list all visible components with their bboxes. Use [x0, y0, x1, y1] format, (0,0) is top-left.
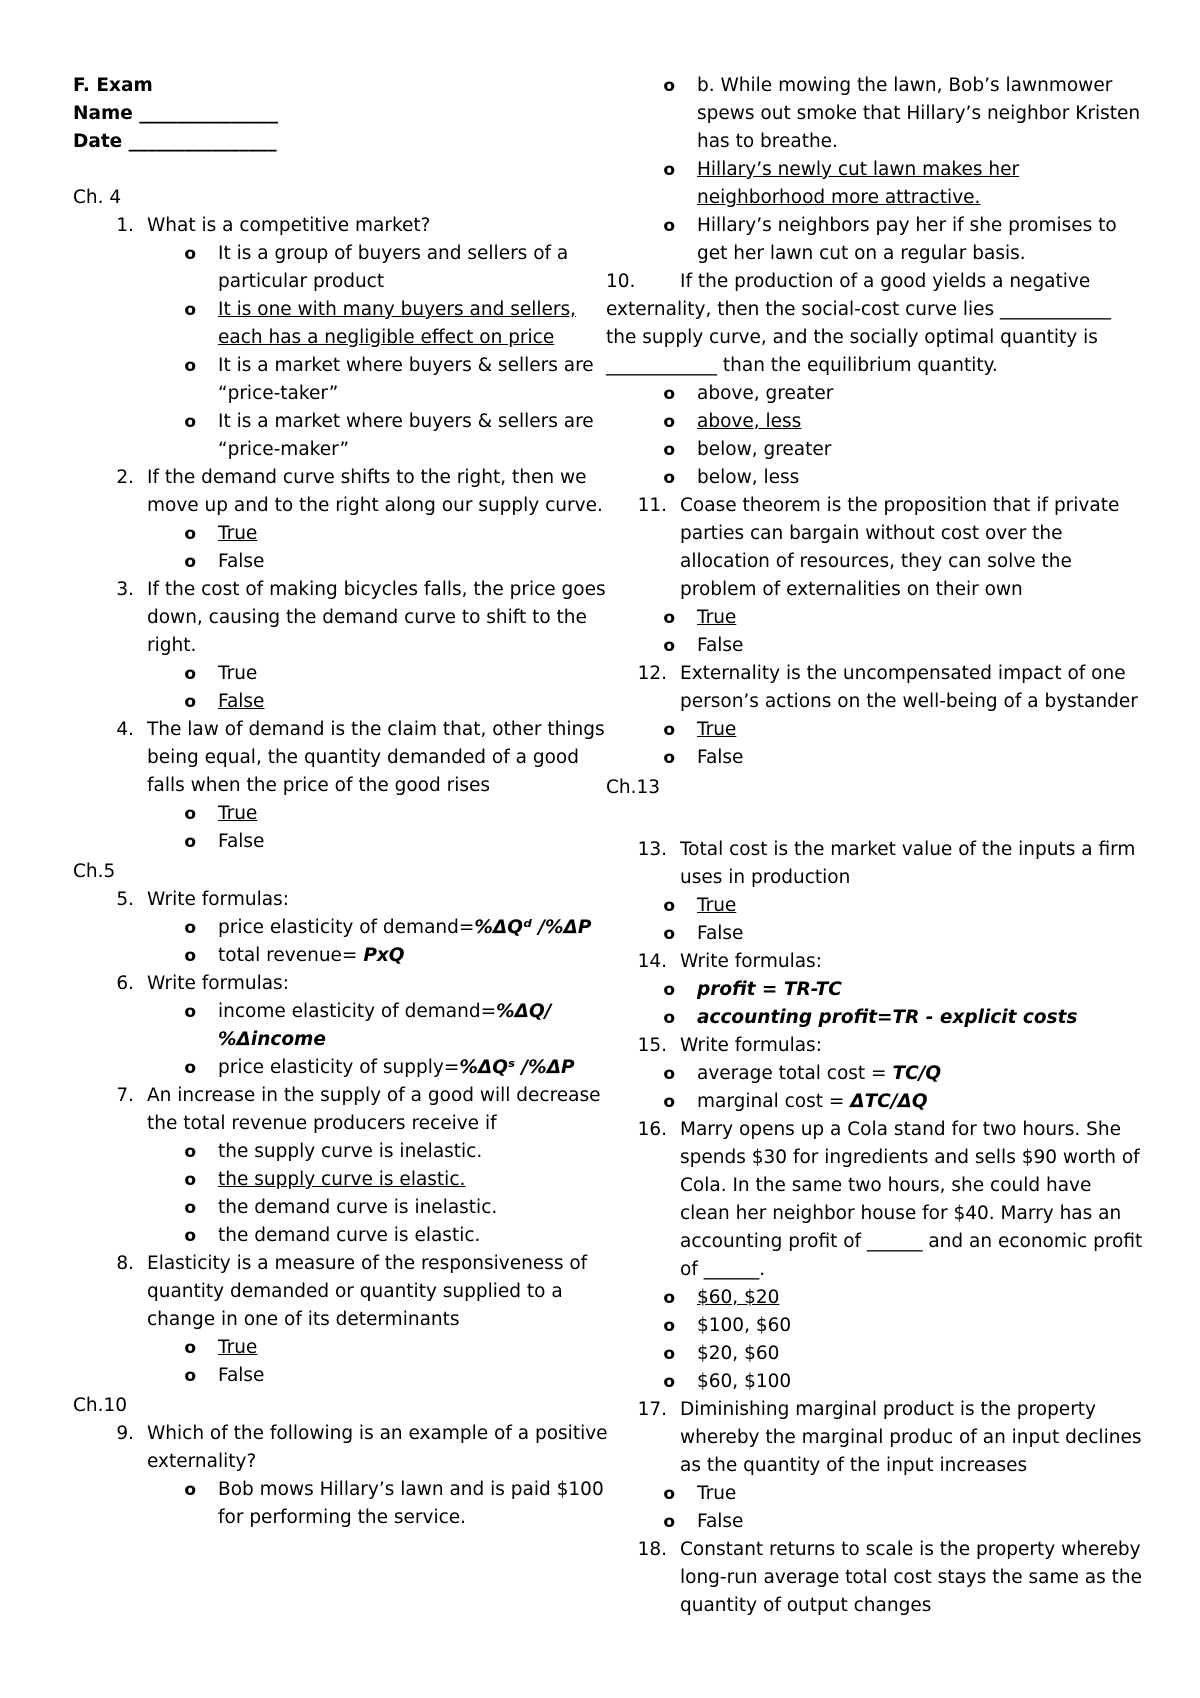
question-number: 11.	[637, 495, 667, 516]
bullet-icon: o	[663, 924, 675, 944]
question-6	[73, 970, 613, 998]
question-15	[606, 1032, 1146, 1060]
question-text: Which of the following is an example of a positive externality?	[147, 1423, 608, 1472]
answer-option-selected: o It is one with many buyers and sellers, each has a negligible effect on price	[73, 296, 613, 352]
question-text: What is a competitive market?	[147, 215, 431, 236]
question-number: 15.	[637, 1035, 667, 1056]
answer-option: o below, greater	[606, 436, 1146, 464]
bullet-icon: o	[184, 300, 196, 320]
question-number: 7.	[116, 1085, 134, 1106]
question-text: If the cost of making bicycles falls, the price goes down, causing the demand curve to shift to the right.	[147, 579, 606, 656]
question-text: Diminishing marginal product is the property whereby the marginal produc of an input declines as the quantity of the input increases	[680, 1399, 1142, 1476]
question-number: 3.	[116, 579, 134, 600]
bullet-icon: o	[663, 76, 675, 96]
question-8	[73, 1250, 613, 1334]
bullet-icon: o	[663, 608, 675, 628]
answer-option: o the demand curve is elastic.	[73, 1222, 613, 1250]
bullet-icon: o	[184, 1002, 196, 1022]
left-column	[73, 72, 613, 1532]
bullet-icon: o	[184, 1338, 196, 1358]
question-text: Constant returns to scale is the property whereby long-run average total cost stays the same as the quantity of output changes	[680, 1539, 1143, 1616]
answer-option: o It is a market where buyers & sellers are “price-maker”	[73, 408, 613, 464]
bullet-icon: o	[663, 896, 675, 916]
answer-option-selected: o False	[73, 688, 613, 716]
question-text: Write formulas:	[680, 1035, 822, 1056]
bullet-icon: o	[184, 918, 196, 938]
question-number: 1.	[116, 215, 134, 236]
bullet-icon: o	[184, 356, 196, 376]
question-text: If the demand curve shifts to the right, then we move up and to the right along our supply curve.	[147, 467, 603, 516]
formula-answer: o price elasticity of supply=%ΔQˢ /%ΔP	[73, 1054, 613, 1082]
bullet-icon: o	[184, 1480, 196, 1500]
question-1	[73, 212, 613, 240]
name-field: Name _______________	[73, 103, 278, 124]
bullet-icon: o	[184, 1226, 196, 1246]
question-number: 8.	[116, 1253, 134, 1274]
right-column	[606, 72, 1146, 1620]
bullet-icon: o	[184, 552, 196, 572]
answer-option-selected: o True	[606, 716, 1146, 744]
answer-option: o $20, $60	[606, 1340, 1146, 1368]
answer-option-selected: o $60, $20	[606, 1284, 1146, 1312]
formula-answer: o profit = TR-TC	[606, 976, 1146, 1004]
formula-answer: o price elasticity of demand=%ΔQᵈ /%ΔP	[73, 914, 613, 942]
question-14	[606, 948, 1146, 976]
answer-option: o the supply curve is inelastic.	[73, 1138, 613, 1166]
question-2	[73, 464, 613, 520]
question-number: 16.	[637, 1119, 667, 1140]
formula: TC/Q	[892, 1063, 942, 1084]
answer-option-selected: o Hillary’s newly cut lawn makes her neighborhood more attractive.	[606, 156, 1146, 212]
bullet-icon: o	[663, 440, 675, 460]
answer-option: o True	[73, 660, 613, 688]
bullet-icon: o	[184, 692, 196, 712]
question-number: 14.	[637, 951, 667, 972]
question-text: Write formulas:	[147, 973, 289, 994]
bullet-icon: o	[184, 1198, 196, 1218]
bullet-icon: o	[663, 384, 675, 404]
question-text: Write formulas:	[147, 889, 289, 910]
question-number: 6.	[116, 973, 134, 994]
question-number: 10.	[606, 271, 636, 292]
answer-option-selected: o True	[73, 520, 613, 548]
formula-answer: o marginal cost = ΔTC/ΔQ	[606, 1088, 1146, 1116]
bullet-icon: o	[184, 412, 196, 432]
question-text: Externality is the uncompensated impact of one person’s actions on the well-being of a bystander	[680, 663, 1138, 712]
formula-answer: o accounting profit=TR - explicit costs	[606, 1004, 1146, 1032]
answer-option: o False	[606, 920, 1146, 948]
answer-option-selected: o the supply curve is elastic.	[73, 1166, 613, 1194]
answer-option: o False	[606, 744, 1146, 772]
answer-option-selected: o True	[73, 800, 613, 828]
answer-option-selected: o True	[73, 1334, 613, 1362]
question-number: 12.	[637, 663, 667, 684]
answer-option: o False	[606, 632, 1146, 660]
answer-option: o False	[606, 1508, 1146, 1536]
question-3	[73, 576, 613, 660]
chapter-heading: Ch.5	[73, 861, 116, 882]
answer-option: o False	[73, 828, 613, 856]
answer-option: o b. While mowing the lawn, Bob’s lawnmower spews out smoke that Hillary’s neighbor Kristen has to breathe.	[606, 72, 1146, 156]
bullet-icon: o	[663, 1008, 675, 1028]
bullet-icon: o	[663, 1064, 675, 1084]
question-text: Total cost is the market value of the inputs a firm uses in production	[680, 839, 1136, 888]
chapter-heading: Ch. 4	[73, 187, 122, 208]
answer-option: o False	[73, 1362, 613, 1390]
question-number: 5.	[116, 889, 134, 910]
formula-answer: o average total cost = TC/Q	[606, 1060, 1146, 1088]
answer-option: o above, greater	[606, 380, 1146, 408]
question-text: Coase theorem is the proposition that if private parties can bargain without cost over the allocation of resources, they can solve the problem of externalities on their own	[680, 495, 1120, 600]
answer-option: o False	[73, 548, 613, 576]
question-number: 9.	[116, 1423, 134, 1444]
answer-option: o It is a market where buyers & sellers are “price-taker”	[73, 352, 613, 408]
formula: %ΔQ/ %Δincome	[218, 1001, 552, 1050]
bullet-icon: o	[184, 1170, 196, 1190]
bullet-icon: o	[663, 1288, 675, 1308]
answer-option-selected: o True	[606, 892, 1146, 920]
question-text: Marry opens up a Cola stand for two hours. She spends $30 for ingredients and sells $90 worth of Cola. In the same two hours, she could have clean her neighbor house for $40. Marry has an accounting profit of ______ and an economic profit of ______.	[680, 1119, 1143, 1280]
formula: PxQ	[363, 945, 405, 966]
bullet-icon: o	[663, 720, 675, 740]
answer-option: o $100, $60	[606, 1312, 1146, 1340]
bullet-icon: o	[663, 636, 675, 656]
answer-option: o Bob mows Hillary’s lawn and is paid $100 for performing the service.	[73, 1476, 613, 1532]
question-5	[73, 886, 613, 914]
bullet-icon: o	[663, 980, 675, 1000]
answer-option-selected: o True	[606, 604, 1146, 632]
question-text: If the production of a good yields a negative	[680, 271, 1091, 292]
answer-option: o the demand curve is inelastic.	[73, 1194, 613, 1222]
question-number: 2.	[116, 467, 134, 488]
question-13	[606, 836, 1146, 892]
formula-answer: o income elasticity of demand=%ΔQ/ %Δincome	[73, 998, 613, 1054]
bullet-icon: o	[663, 1372, 675, 1392]
answer-option: o below, less	[606, 464, 1146, 492]
formula: ΔTC/ΔQ	[850, 1091, 928, 1112]
question-12	[606, 660, 1146, 716]
bullet-icon: o	[184, 1058, 196, 1078]
formula: %ΔQᵈ /%ΔP	[474, 917, 592, 938]
bullet-icon: o	[663, 1092, 675, 1112]
question-7	[73, 1082, 613, 1138]
question-text: the supply curve, and the socially optimal quantity is	[606, 327, 1098, 348]
question-text: An increase in the supply of a good will decrease the total revenue producers receive if	[147, 1085, 601, 1134]
question-text: The law of demand is the claim that, other things being equal, the quantity demanded of a good falls when the price of the good rises	[147, 719, 605, 796]
chapter-heading: Ch.13	[606, 777, 661, 798]
question-text: externality, then the social-cost curve lies ____________	[606, 299, 1112, 320]
question-text: Elasticity is a measure of the responsiveness of quantity demanded or quantity supplied to a change in one of its determinants	[147, 1253, 588, 1330]
formula: %ΔQˢ /%ΔP	[459, 1057, 575, 1078]
chapter-heading: Ch.10	[73, 1395, 128, 1416]
bullet-icon: o	[663, 412, 675, 432]
question-16	[606, 1116, 1146, 1284]
bullet-icon: o	[184, 1366, 196, 1386]
bullet-icon: o	[184, 244, 196, 264]
bullet-icon: o	[184, 946, 196, 966]
question-17	[606, 1396, 1146, 1480]
bullet-icon: o	[663, 748, 675, 768]
answer-option: o True	[606, 1480, 1146, 1508]
bullet-icon: o	[184, 664, 196, 684]
bullet-icon: o	[184, 1142, 196, 1162]
question-text: Write formulas:	[680, 951, 822, 972]
bullet-icon: o	[184, 804, 196, 824]
answer-option: o $60, $100	[606, 1368, 1146, 1396]
exam-title: F. Exam	[73, 75, 153, 96]
question-11	[606, 492, 1146, 604]
question-9	[73, 1420, 613, 1476]
bullet-icon: o	[663, 1316, 675, 1336]
bullet-icon: o	[663, 1484, 675, 1504]
answer-option: o Hillary’s neighbors pay her if she promises to get her lawn cut on a regular basis.	[606, 212, 1146, 268]
bullet-icon: o	[663, 1344, 675, 1364]
question-number: 4.	[116, 719, 134, 740]
question-text: ____________ than the equilibrium quantity.	[606, 355, 998, 376]
question-number: 13.	[637, 839, 667, 860]
question-number: 18.	[637, 1539, 667, 1560]
answer-option-selected: o above, less	[606, 408, 1146, 436]
question-number: 17.	[637, 1399, 667, 1420]
answer-option: o It is a group of buyers and sellers of a particular product	[73, 240, 613, 296]
bullet-icon: o	[663, 216, 675, 236]
formula-answer: o total revenue= PxQ	[73, 942, 613, 970]
question-4	[73, 716, 613, 800]
bullet-icon: o	[663, 468, 675, 488]
question-18	[606, 1536, 1146, 1620]
bullet-icon: o	[184, 832, 196, 852]
bullet-icon: o	[663, 1512, 675, 1532]
bullet-icon: o	[184, 524, 196, 544]
date-field: Date ________________	[73, 131, 277, 152]
question-10	[606, 268, 1146, 380]
bullet-icon: o	[663, 160, 675, 180]
